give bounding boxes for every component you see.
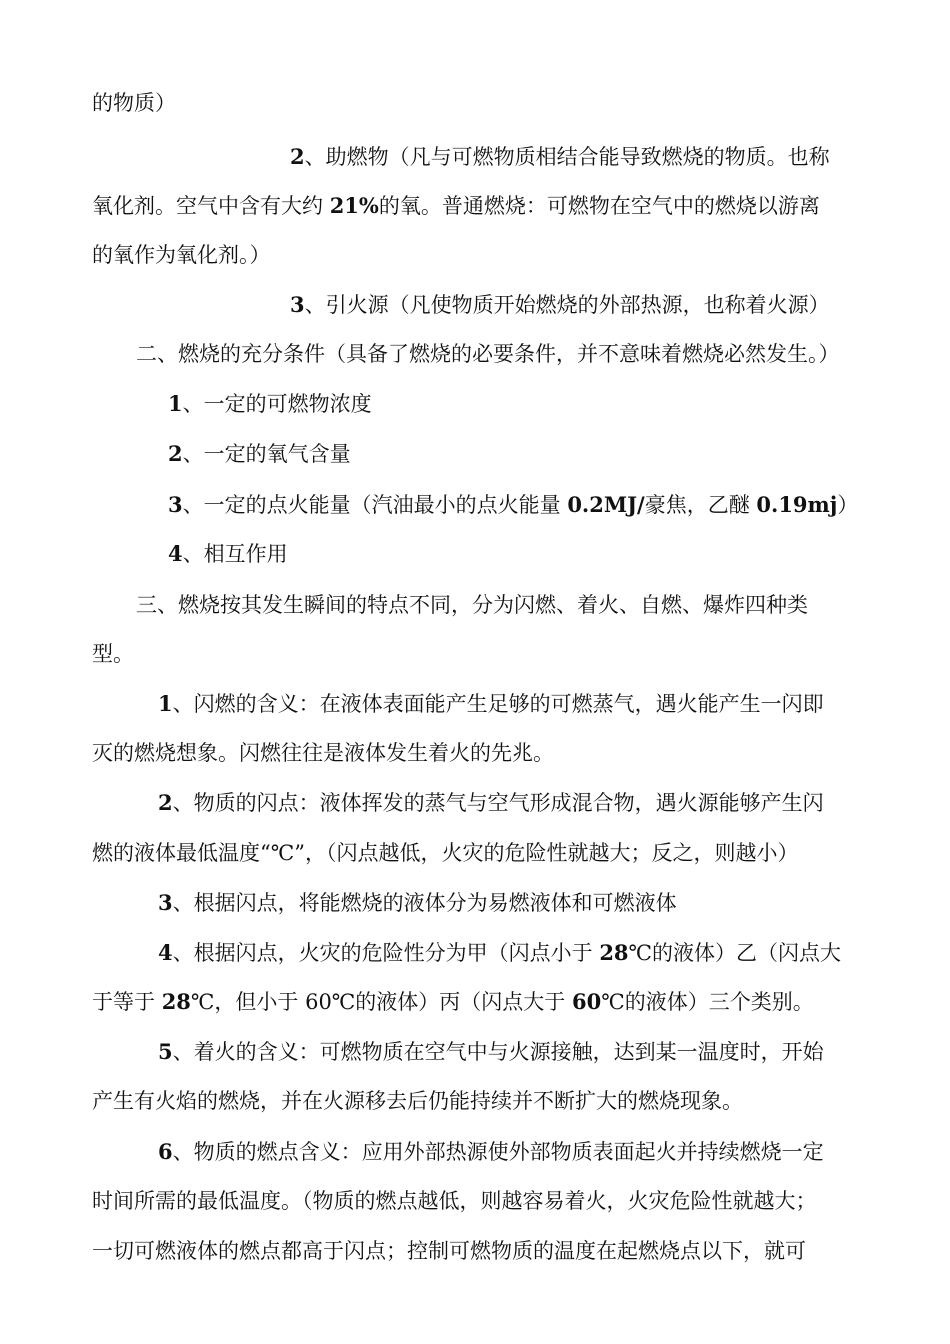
text-segment: 的氧作为氧化剂。） <box>92 243 271 267</box>
text-segment: 4 <box>158 940 173 965</box>
text-segment: 21% <box>329 193 379 218</box>
list-item <box>158 1137 858 1167</box>
list-item <box>158 938 858 968</box>
text-segment: 燃的液体最低温度“℃”，（闪点越低，火灾的危险性就越大；反之，则越小） <box>92 841 799 865</box>
text-segment: 二、燃烧的充分条件（具备了燃烧的必要条件，并不意味着燃烧必然发生。） <box>136 342 840 366</box>
text-line <box>92 1186 858 1216</box>
text-line <box>92 738 858 768</box>
text-segment: 三、燃烧按其发生瞬间的特点不同，分为闪燃、着火、自燃、爆炸四种类 <box>136 593 808 617</box>
list-item <box>158 1037 858 1067</box>
text-segment: 、一定的点火能量（汽油最小的点火能量 <box>182 493 568 517</box>
text-segment: 、根据闪点，火灾的危险性分为甲（闪点小于 <box>172 941 600 965</box>
text-segment: 、闪燃的含义：在液体表面能产生足够的可燃蒸气，遇火能产生一闪即 <box>172 692 824 716</box>
text-segment: ℃的液体）乙（闪点大 <box>628 941 842 965</box>
list-item <box>158 788 858 818</box>
section-heading <box>136 590 858 620</box>
text-segment: 、一定的氧气含量 <box>182 442 351 466</box>
text-segment: ） <box>837 493 858 517</box>
text-segment: 0.19mj <box>756 492 838 517</box>
text-line <box>92 1236 858 1266</box>
text-segment: 、根据闪点，将能燃烧的液体分为易燃液体和可燃液体 <box>172 891 677 915</box>
list-item <box>158 689 858 719</box>
text-segment: 28 <box>599 940 629 965</box>
text-segment: ℃，但小于 60℃的液体）丙（闪点大于 <box>190 990 572 1014</box>
text-segment: 的物质） <box>92 91 176 115</box>
text-segment: 型。 <box>92 642 134 666</box>
text-segment: 、着火的含义：可燃物质在空气中与火源接触，达到某一温度时，开始 <box>172 1040 824 1064</box>
text-segment: 3 <box>158 890 173 915</box>
text-segment: 2 <box>168 441 183 466</box>
text-line <box>290 142 858 172</box>
text-segment: ℃的液体）三个类别。 <box>601 990 814 1014</box>
text-segment: 28 <box>161 989 191 1014</box>
text-segment: 的氧。普通燃烧：可燃物在空气中的燃烧以游离 <box>378 194 820 218</box>
text-segment: 、物质的闪点：液体挥发的蒸气与空气形成混合物，遇火源能够产生闪 <box>172 791 824 815</box>
text-line <box>290 290 858 320</box>
text-segment: 豪焦，乙醚 <box>644 493 757 517</box>
text-segment: 2 <box>158 790 173 815</box>
text-segment: 1 <box>158 691 173 716</box>
text-segment: 、引火源（凡使物质开始燃烧的外部热源，也称着火源） <box>304 293 830 317</box>
text-line <box>92 1086 858 1116</box>
text-segment: 于等于 <box>92 990 162 1014</box>
text-segment: 60 <box>571 989 602 1014</box>
list-item <box>168 439 858 469</box>
text-line <box>92 639 858 669</box>
text-line <box>92 88 858 118</box>
text-segment: 4 <box>168 541 183 566</box>
text-segment: 、物质的燃点含义：应用外部热源使外部物质表面起火并持续燃烧一定 <box>172 1140 824 1164</box>
text-segment: 灭的燃烧想象。闪燃往往是液体发生着火的先兆。 <box>92 741 554 765</box>
list-item <box>168 389 858 419</box>
text-line <box>92 838 858 868</box>
text-segment: 、相互作用 <box>182 542 288 566</box>
text-segment: 、一定的可燃物浓度 <box>182 392 372 416</box>
text-line <box>92 987 858 1017</box>
text-segment: 1 <box>168 391 183 416</box>
text-segment: 5 <box>158 1039 173 1064</box>
text-segment: 、助燃物（凡与可燃物质相结合能导致燃烧的物质。也称 <box>304 145 830 169</box>
text-segment: 一切可燃液体的燃点都高于闪点；控制可燃物质的温度在起燃烧点以下，就可 <box>92 1239 806 1263</box>
text-segment: 6 <box>158 1139 173 1164</box>
text-segment: 2 <box>290 144 305 169</box>
section-heading <box>136 339 858 369</box>
list-item <box>168 539 858 569</box>
list-item <box>158 888 858 918</box>
text-line <box>92 240 858 270</box>
text-line <box>92 191 858 221</box>
text-segment: 氧化剂。空气中含有大约 <box>92 194 330 218</box>
list-item <box>168 490 858 520</box>
text-segment: 0.2MJ/ <box>567 492 645 517</box>
text-segment: 产生有火焰的燃烧，并在火源移去后仍能持续并不断扩大的燃烧现象。 <box>92 1089 743 1113</box>
text-segment: 时间所需的最低温度。（物质的燃点越低，则越容易着火，火灾危险性就越大； <box>92 1189 817 1213</box>
text-segment: 3 <box>168 492 183 517</box>
text-segment: 3 <box>290 292 305 317</box>
